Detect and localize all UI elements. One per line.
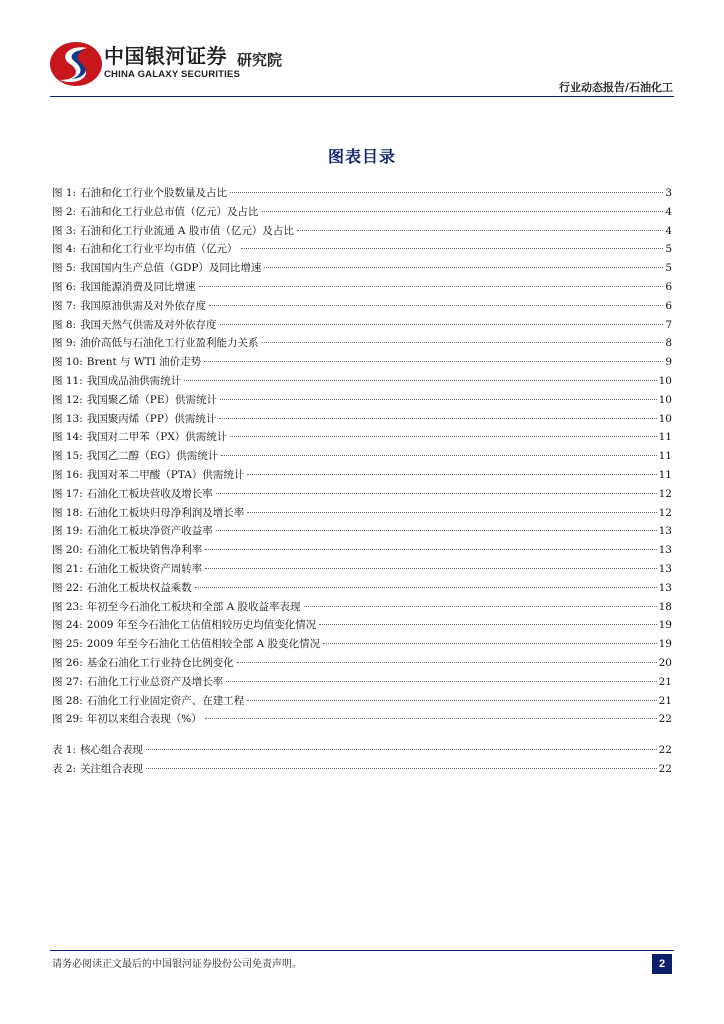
- toc-figure-entry[interactable]: [52, 598, 672, 617]
- toc-entry-title: 石油化工板块净资产收益率: [86, 525, 213, 538]
- toc-entry-label: 图 12:: [52, 393, 83, 406]
- toc-entry-title: 石油和化工行业平均市值（亿元）: [80, 243, 238, 256]
- toc-entry-label: 图 19:: [52, 525, 83, 538]
- toc-entry-title: 石油化工板块销售净利率: [86, 544, 203, 557]
- toc-entry-label: 图 16:: [52, 468, 83, 481]
- toc-figure-entry[interactable]: [52, 560, 672, 579]
- toc-entry-label: 表 2:: [52, 762, 77, 775]
- toc-figure-entry[interactable]: [52, 391, 672, 410]
- dot-leader: [247, 700, 656, 701]
- dot-leader: [221, 455, 656, 456]
- toc-entry-page: 19: [658, 619, 672, 632]
- toc-entry-page: 4: [665, 205, 672, 218]
- toc-entry-page: 3: [665, 187, 672, 199]
- toc-entry-label: 图 17:: [52, 487, 83, 500]
- toc-entry-title: 我国对二甲苯（PX）供需统计: [86, 431, 228, 444]
- toc-entry-label: 图 28:: [52, 694, 83, 707]
- toc-entry-title: 石油和化工行业个股数量及占比: [80, 187, 228, 199]
- toc-entry-page: 22: [658, 762, 672, 775]
- toc-entry-title: 我国原油供需及对外依存度: [80, 299, 207, 312]
- dot-leader: [220, 399, 657, 400]
- toc-entry-page: 11: [658, 431, 672, 444]
- toc-entry-page: 12: [658, 506, 672, 519]
- toc-entry-label: 图 23:: [52, 600, 83, 613]
- footer-disclaimer: 请务必阅读正文最后的中国银河证券股份公司免责声明。: [52, 959, 302, 970]
- toc-entry-label: 图 14:: [52, 431, 83, 444]
- toc-figure-entry[interactable]: [52, 240, 672, 259]
- toc-figure-entry[interactable]: [52, 203, 672, 222]
- dot-leader: [230, 436, 656, 437]
- dot-leader: [216, 530, 657, 531]
- toc-entry-title: 我国对苯二甲酸（PTA）供需统计: [86, 468, 245, 481]
- toc-figure-entry[interactable]: [52, 259, 672, 278]
- toc-figure-entry[interactable]: [52, 278, 672, 297]
- toc-entry-label: 图 11:: [52, 374, 83, 387]
- dot-leader: [262, 211, 664, 212]
- toc-figure-entry[interactable]: [52, 410, 672, 429]
- toc-entry-label: 图 5:: [52, 262, 77, 275]
- brand-department: 研究院: [237, 51, 283, 69]
- dot-leader: [204, 361, 663, 362]
- dot-leader: [226, 681, 656, 682]
- toc-figure-entry[interactable]: [52, 692, 672, 711]
- toc-entry-label: 图 29:: [52, 713, 83, 726]
- dot-leader: [219, 418, 656, 419]
- toc-figure-entry[interactable]: [52, 316, 672, 335]
- toc-entry-label: 图 24:: [52, 619, 83, 632]
- toc-entry-label: 图 18:: [52, 506, 83, 519]
- toc-entry-label: 图 7:: [52, 299, 77, 312]
- toc-entry-page: 13: [658, 525, 672, 538]
- toc-entry-title: 我国乙二醇（EG）供需统计: [86, 450, 219, 463]
- dot-leader: [237, 662, 657, 663]
- dot-leader: [184, 380, 656, 381]
- galaxy-logo-icon: [48, 38, 104, 90]
- toc-figure-entry[interactable]: [52, 222, 672, 241]
- toc-entry-page: 13: [658, 562, 672, 575]
- toc-entry-label: 图 6:: [52, 280, 77, 293]
- dot-leader: [247, 474, 656, 475]
- page-header: [0, 0, 724, 100]
- toc-entry-page: 12: [658, 487, 672, 500]
- toc-entry-page: 8: [665, 337, 672, 350]
- dot-leader: [297, 230, 663, 231]
- toc-entry-title: 年初至今石油化工板块和全部 A 股收益率表现: [86, 600, 301, 613]
- page-number: 2: [652, 954, 672, 974]
- toc-table-entry[interactable]: [52, 760, 672, 779]
- toc-entry-page: 22: [658, 744, 672, 757]
- toc-figure-entry[interactable]: [52, 541, 672, 560]
- toc-figure-entry[interactable]: [52, 447, 672, 466]
- toc-entry-title: 石油化工行业固定资产、在建工程: [86, 694, 245, 707]
- toc-entry-page: 4: [665, 224, 672, 237]
- footer-divider: [50, 950, 674, 951]
- toc-entry-label: 图 2:: [52, 205, 77, 218]
- dot-leader: [230, 192, 663, 193]
- toc-entry-page: 6: [665, 299, 672, 312]
- dot-leader: [205, 549, 656, 550]
- dot-leader: [216, 493, 657, 494]
- toc-entry-title: 核心组合表现: [80, 744, 144, 757]
- toc-entry-page: 19: [658, 638, 672, 651]
- toc-entry-label: 图 10:: [52, 356, 83, 369]
- toc-entry-label: 图 25:: [52, 638, 83, 651]
- toc-entry-label: 图 27:: [52, 675, 83, 688]
- toc-entry-page: 10: [658, 412, 672, 425]
- dot-leader: [323, 643, 657, 644]
- toc-entry-title: 石油化工板块归母净利润及增长率: [86, 506, 245, 519]
- toc-entry-label: 表 1:: [52, 744, 77, 757]
- dot-leader: [209, 305, 663, 306]
- toc-entry-title: 我国聚乙烯（PE）供需统计: [86, 393, 217, 406]
- toc-entry-title: 基金石油化工行业持仓比例变化: [86, 656, 234, 669]
- toc-entry-title: 我国能源消费及同比增速: [80, 280, 196, 293]
- toc-figure-entry[interactable]: [52, 504, 672, 523]
- toc-entry-page: 13: [658, 544, 672, 557]
- toc-figure-entry[interactable]: [52, 616, 672, 635]
- toc-entry-page: 6: [665, 280, 672, 293]
- toc-entry-title: 石油和化工行业流通 A 股市值（亿元）及占比: [80, 224, 294, 237]
- header-divider: [50, 96, 674, 97]
- toc-entry-page: 11: [658, 450, 672, 463]
- toc-entry-title: 2009 年至今石油化工估值相较历史均值变化情况: [86, 619, 317, 632]
- toc-figure-entry[interactable]: [52, 184, 672, 203]
- toc-figure-entry[interactable]: [52, 297, 672, 316]
- toc-entry-page: 13: [658, 581, 672, 594]
- toc-figure-entry[interactable]: [52, 654, 672, 673]
- dot-leader: [220, 324, 664, 325]
- brand-name-en: CHINA GALAXY SECURITIES: [104, 69, 241, 80]
- toc-entry-label: 图 22:: [52, 581, 83, 594]
- toc-figure-entry[interactable]: [52, 673, 672, 692]
- toc-entry-page: 10: [658, 393, 672, 406]
- toc-figure-entry[interactable]: [52, 485, 672, 504]
- dot-leader: [304, 606, 657, 607]
- dot-leader: [205, 718, 657, 719]
- dot-leader: [241, 248, 664, 249]
- toc-entry-title: 石油化工板块权益乘数: [86, 581, 192, 594]
- toc-entry-page: 22: [658, 713, 672, 726]
- toc-figure-entry[interactable]: [52, 635, 672, 654]
- toc-entry-title: 石油化工行业总资产及增长率: [86, 675, 224, 688]
- toc-figure-entry[interactable]: [52, 334, 672, 353]
- toc-figure-entry[interactable]: [52, 522, 672, 541]
- toc-entry-title: 石油化工板块营收及增长率: [86, 487, 213, 500]
- company-logo: [38, 36, 358, 96]
- dot-leader: [146, 768, 657, 769]
- toc-entry-title: 油价高低与石油化工行业盈利能力关系: [80, 337, 259, 350]
- toc-figure-entry[interactable]: [52, 353, 672, 372]
- toc-entry-title: 我国国内生产总值（GDP）及同比增速: [80, 262, 262, 275]
- toc-entry-page: 21: [658, 675, 672, 688]
- toc-entry-page: 7: [665, 318, 672, 331]
- toc-entry-page: 5: [665, 262, 672, 275]
- toc-entry-title: 我国成品油供需统计: [86, 374, 182, 387]
- toc-entry-label: 图 15:: [52, 450, 83, 463]
- toc-entry-title: 我国天然气供需及对外依存度: [80, 318, 217, 331]
- toc-entry-title: Brent 与 WTI 油价走势: [86, 356, 202, 369]
- toc-entry-page: 18: [658, 600, 672, 613]
- dot-leader: [262, 342, 664, 343]
- dot-leader: [205, 568, 656, 569]
- toc-figure-entry[interactable]: [52, 466, 672, 485]
- toc-table-entry[interactable]: [52, 741, 672, 760]
- report-type: 行业动态报告/石油化工: [558, 81, 673, 94]
- toc-entry-title: 石油化工板块资产周转率: [86, 562, 203, 575]
- dot-leader: [195, 587, 657, 588]
- brand-name-cn: 中国银河证券: [104, 44, 227, 68]
- toc-entry-label: 图 26:: [52, 656, 83, 669]
- toc-figure-entry[interactable]: [52, 428, 672, 447]
- toc-entry-page: 20: [658, 656, 672, 669]
- toc-entry-title: 2009 年至今石油化工估值相较全部 A 股变化情况: [86, 638, 321, 651]
- toc-entry-page: 21: [658, 694, 672, 707]
- toc-entry-title: 关注组合表现: [80, 762, 144, 775]
- toc-entry-label: 图 3:: [52, 224, 77, 237]
- dot-leader: [146, 749, 657, 750]
- toc-entry-label: 图 21:: [52, 562, 83, 575]
- dot-leader: [264, 267, 663, 268]
- toc-entry-page: 5: [665, 243, 672, 256]
- toc-entry-label: 图 8:: [52, 318, 77, 331]
- table-of-figures: [52, 184, 672, 779]
- toc-entry-title: 我国聚丙烯（PP）供需统计: [86, 412, 217, 425]
- toc-entry-page: 10: [658, 374, 672, 387]
- list-gap: [52, 729, 672, 741]
- toc-title: 图表目录: [327, 147, 396, 166]
- toc-entry-label: 图 9:: [52, 337, 77, 350]
- dot-leader: [247, 512, 656, 513]
- toc-entry-label: 图 13:: [52, 412, 83, 425]
- toc-figure-entry[interactable]: [52, 579, 672, 598]
- toc-entry-page: 9: [665, 356, 672, 369]
- toc-entry-title: 年初以来组合表现（%）: [86, 713, 202, 726]
- toc-entry-label: 图 20:: [52, 544, 83, 557]
- toc-entry-title: 石油和化工行业总市值（亿元）及占比: [80, 205, 259, 218]
- toc-figure-entry[interactable]: [52, 710, 672, 729]
- toc-entry-page: 11: [658, 468, 672, 481]
- toc-entry-label: 图 1:: [52, 187, 77, 199]
- table-list: [52, 741, 672, 779]
- toc-figure-entry[interactable]: [52, 372, 672, 391]
- toc-entry-label: 图 4:: [52, 243, 77, 256]
- dot-leader: [199, 286, 664, 287]
- figure-list: [52, 184, 672, 729]
- dot-leader: [319, 624, 656, 625]
